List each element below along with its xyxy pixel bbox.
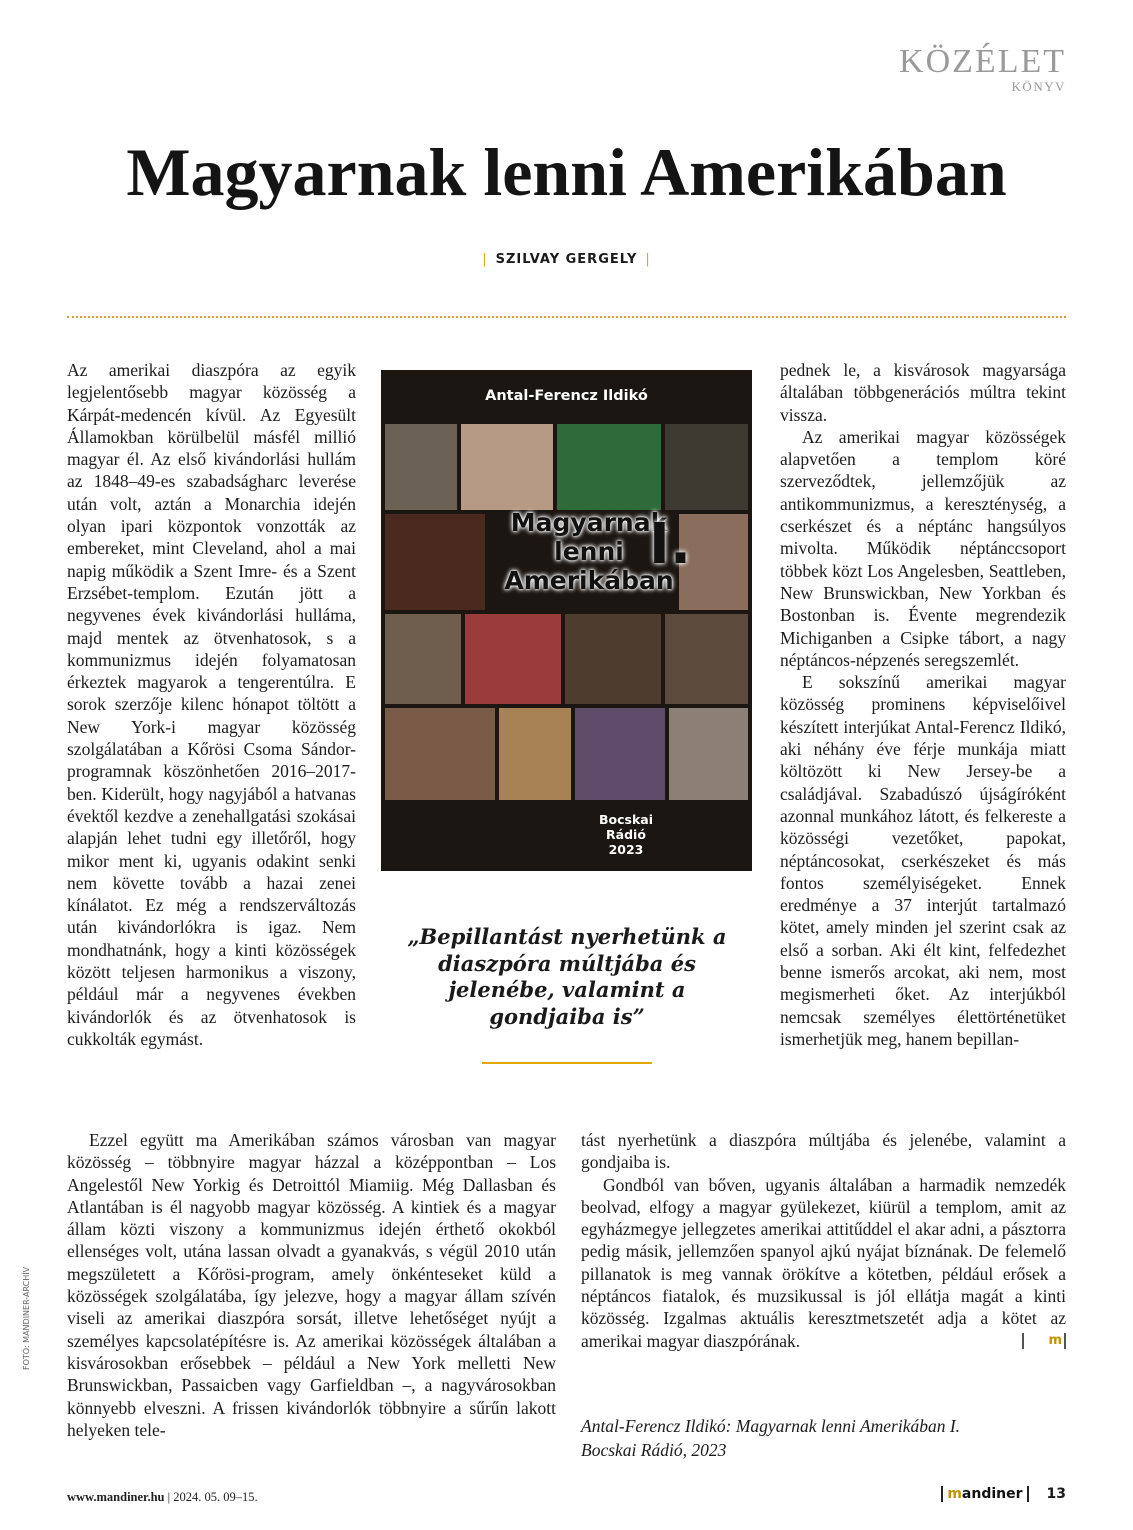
cover-title-line: Magyarnak	[510, 508, 668, 537]
cover-photo	[461, 424, 553, 510]
paragraph: tást nyerhetünk a diaszpóra múltjába és jelenébe, valamint a gondjaiba is.	[581, 1130, 1066, 1173]
paragraph: pednek le, a kisvárosok magyarsága általában többgenerációs múltra tekint vissza.	[780, 360, 1066, 425]
section-label	[899, 44, 1066, 94]
byline-bar-left: |	[482, 252, 488, 267]
cover-title-line: lenni	[554, 537, 624, 566]
byline	[0, 252, 1133, 267]
footer-right	[941, 1486, 1066, 1502]
cover-publisher-line: 2023	[608, 842, 644, 857]
cover-publisher-line: Rádió	[606, 827, 646, 842]
cover-photo	[665, 424, 748, 510]
cover-publisher	[586, 812, 666, 857]
pull-quote: „Bepillantást nyerhetünk a diaszpóra múltjába és jelenébe, valamint a gondjaiba is”	[407, 924, 727, 1029]
paragraph: Az amerikai magyar közösségek alapvetően a templom köré szerveződtek, jellemzőjük az antikommunizmus, a kereszténység, a cserkészet és a néptánc hangsúlyos mivolta. Működik néptánccsoport többek közt Los Angelesben, Seattleben, New Brunswickban, New Yorkban és Bostonban is. Évente megrendezik Michiganben a Csipke tábort, a nagy néptáncos-népzenés seregszemlét.	[780, 426, 1066, 670]
paragraph: E sokszínű amerikai magyar közösség prominens képviselőivel készített interjúkat Antal-Ferencz Ildikó, aki néhány éve férje munkája miatt költözött ki New Jersey-be a családjával. Szabadúszó újságíróként azonnal munkához látott, és felkereste a közösségi vezetőket, papokat, néptáncosokat, cserkészeket és más fontos személyiségeket. Ennek eredménye a 37 interjút tartalmazó kötet, amely minden jel szerint csak az első a sorban. Aki élt kint, felfedezhet benne ismerős arcokat, aki nem, most megismerheti őket. Az interjúkból nemcsak személyes élettörténetüket ismerhetjük meg, hanem bepillan-	[780, 672, 1066, 1049]
cover-publisher-line: Bocskai	[599, 812, 653, 827]
brand-logo-rest: andiner	[961, 1486, 1023, 1502]
author-name: SZILVAY GERGELY	[495, 252, 638, 267]
cover-photo	[465, 614, 561, 704]
book-cover	[381, 370, 752, 871]
article-title: Magyarnak lenni Amerikában	[126, 134, 1007, 210]
book-caption	[581, 1414, 1061, 1462]
cover-photo	[665, 614, 748, 704]
end-mark-icon: m	[1022, 1333, 1066, 1349]
cover-photo	[557, 424, 661, 510]
footer-date: 2024. 05. 09–15.	[173, 1490, 258, 1504]
paragraph: Ezzel együtt ma Amerikában számos városban van magyar közösség – többnyire magyar házzal a középpontban – Los Angelestől New Yorkig és Detroittól Miamiig. Még Dallasban és Atlantában is él nagyobb magyar közösség. A kintiek és a magyar állam közti viszony a kommunizmus idején érthető okokból ellenséges volt, utána lassan olvadt a gyanakvás, s végül 2010 után megszületett a Kőrösi-program, amely önkénteseket küld a közösségek szolgálatába, így jelezve, hogy a magyar állam szívén viseli az amerikai diaszpóra sorsát, illetve lehetőséget nyújt a személyes kapcsolatépítésre is. Az amerikai közösségek általában a kisvárosokban erősebbek – például a New York melletti New Brunswickban, Passaicben vagy Garfieldban –, a nagyvárosokban könnyebb elveszni. A frissen kivándorlók többnyire a sűrűn lakott helyeken tele-	[67, 1130, 556, 1440]
paragraph	[581, 1174, 1066, 1352]
section-main: KÖZÉLET	[899, 43, 1066, 80]
caption-line: Antal-Ferencz Ildikó: Magyarnak lenni Amerikában I.	[581, 1416, 961, 1436]
cover-photo	[385, 514, 485, 610]
cover-photo	[385, 614, 461, 704]
cover-author: Antal-Ferencz Ildikó	[485, 388, 648, 404]
byline-bar-right: |	[645, 252, 651, 267]
cover-volume: I.	[649, 512, 692, 577]
page-number: 13	[1046, 1486, 1066, 1502]
column-left-wide	[67, 1129, 556, 1441]
cover-photo	[669, 708, 748, 800]
footer-url[interactable]: www.mandiner.hu	[67, 1490, 165, 1504]
dotted-divider	[67, 316, 1066, 318]
paragraph: Az amerikai diaszpóra az egyik legjelentősebb magyar közösség a Kárpát-medencén kívül. Az Egyesült Államokban körülbelül másfél millió magyar él. Az első kivándorlási hullám az 1848–49-es szabadságharc leverése után volt, aztán a Monarchia idején olyan ipari központok vonzották az embereket, mint Cleveland, ahol a mai napig működik a Szent Imre- és a Szent Erzsébet-templom. Ezután jött a negyvenes évek kivándorlási hulláma, majd mentek az ötvenhatosok, s a kommunizmus idején folyamatosan érkeztek magyarok a tengerentúlra. E sorok szerzője kilenc hónapot töltött a New York-i magyar közösség szolgálatában a Kőrösi Csoma Sándor-programnak köszönhetően 2016–2017-ben. Kiderült, hogy nagyjából a hatvanas évektől kezdve a zenehallgatási szokásai alapján lehet tudni egy illetőről, hogy mikor ment ki, ugyanis odakint senki nem követte tovább a hazai zenei kínálatot. Ez még a rendszerváltozás után kivándorlókra is igaz. Nem mondhatnánk, hogy a kinti közösségek között teljesen harmonikus a viszony, például már a negyvenes években kivándorlók és az ötvenhatosok is cukkolták egymást.	[67, 360, 356, 1049]
footer-left: www.mandiner.hu | 2024. 05. 09–15.	[67, 1490, 258, 1504]
cover-photo	[499, 708, 571, 800]
photo-credit: FOTÓ: MANDINER-ARCHÍV	[22, 1266, 31, 1370]
cover-title-line: Amerikában	[504, 566, 674, 595]
cover-photo	[565, 614, 661, 704]
cover-photo	[385, 708, 495, 800]
paragraph-text: Gondból van bőven, ugyanis általában a harmadik nemzedék beolvad, elfogy a magyar gyülekezet, kiürül a templom, amit az egyházmegye jellegzetes amerikai attitűddel el akar adni, a pásztorra pedig másik, jellemzően spanyol ajkú nyájat bíznának. De felemelő pillanatok is meg vannak örökítve a kötetben, például erősek a néptáncos fiatalok, és muzsikussal is jól ellátja magát a kinti közösség. Izgalmas aktuális keresztmetszetét adja a kötet az amerikai magyar diaszpórának.	[581, 1174, 1066, 1351]
cover-photo	[385, 424, 457, 510]
column-right-wide	[581, 1129, 1066, 1352]
column-right	[780, 359, 1066, 1050]
brand-logo-m: m	[947, 1486, 962, 1502]
cover-photo	[575, 708, 665, 800]
caption-line: Bocskai Rádió, 2023	[581, 1440, 727, 1460]
brand-logo	[941, 1486, 1028, 1502]
pull-quote-rule	[482, 1062, 652, 1064]
column-left	[67, 359, 356, 1050]
section-sub: KÖNYV	[1011, 79, 1066, 94]
